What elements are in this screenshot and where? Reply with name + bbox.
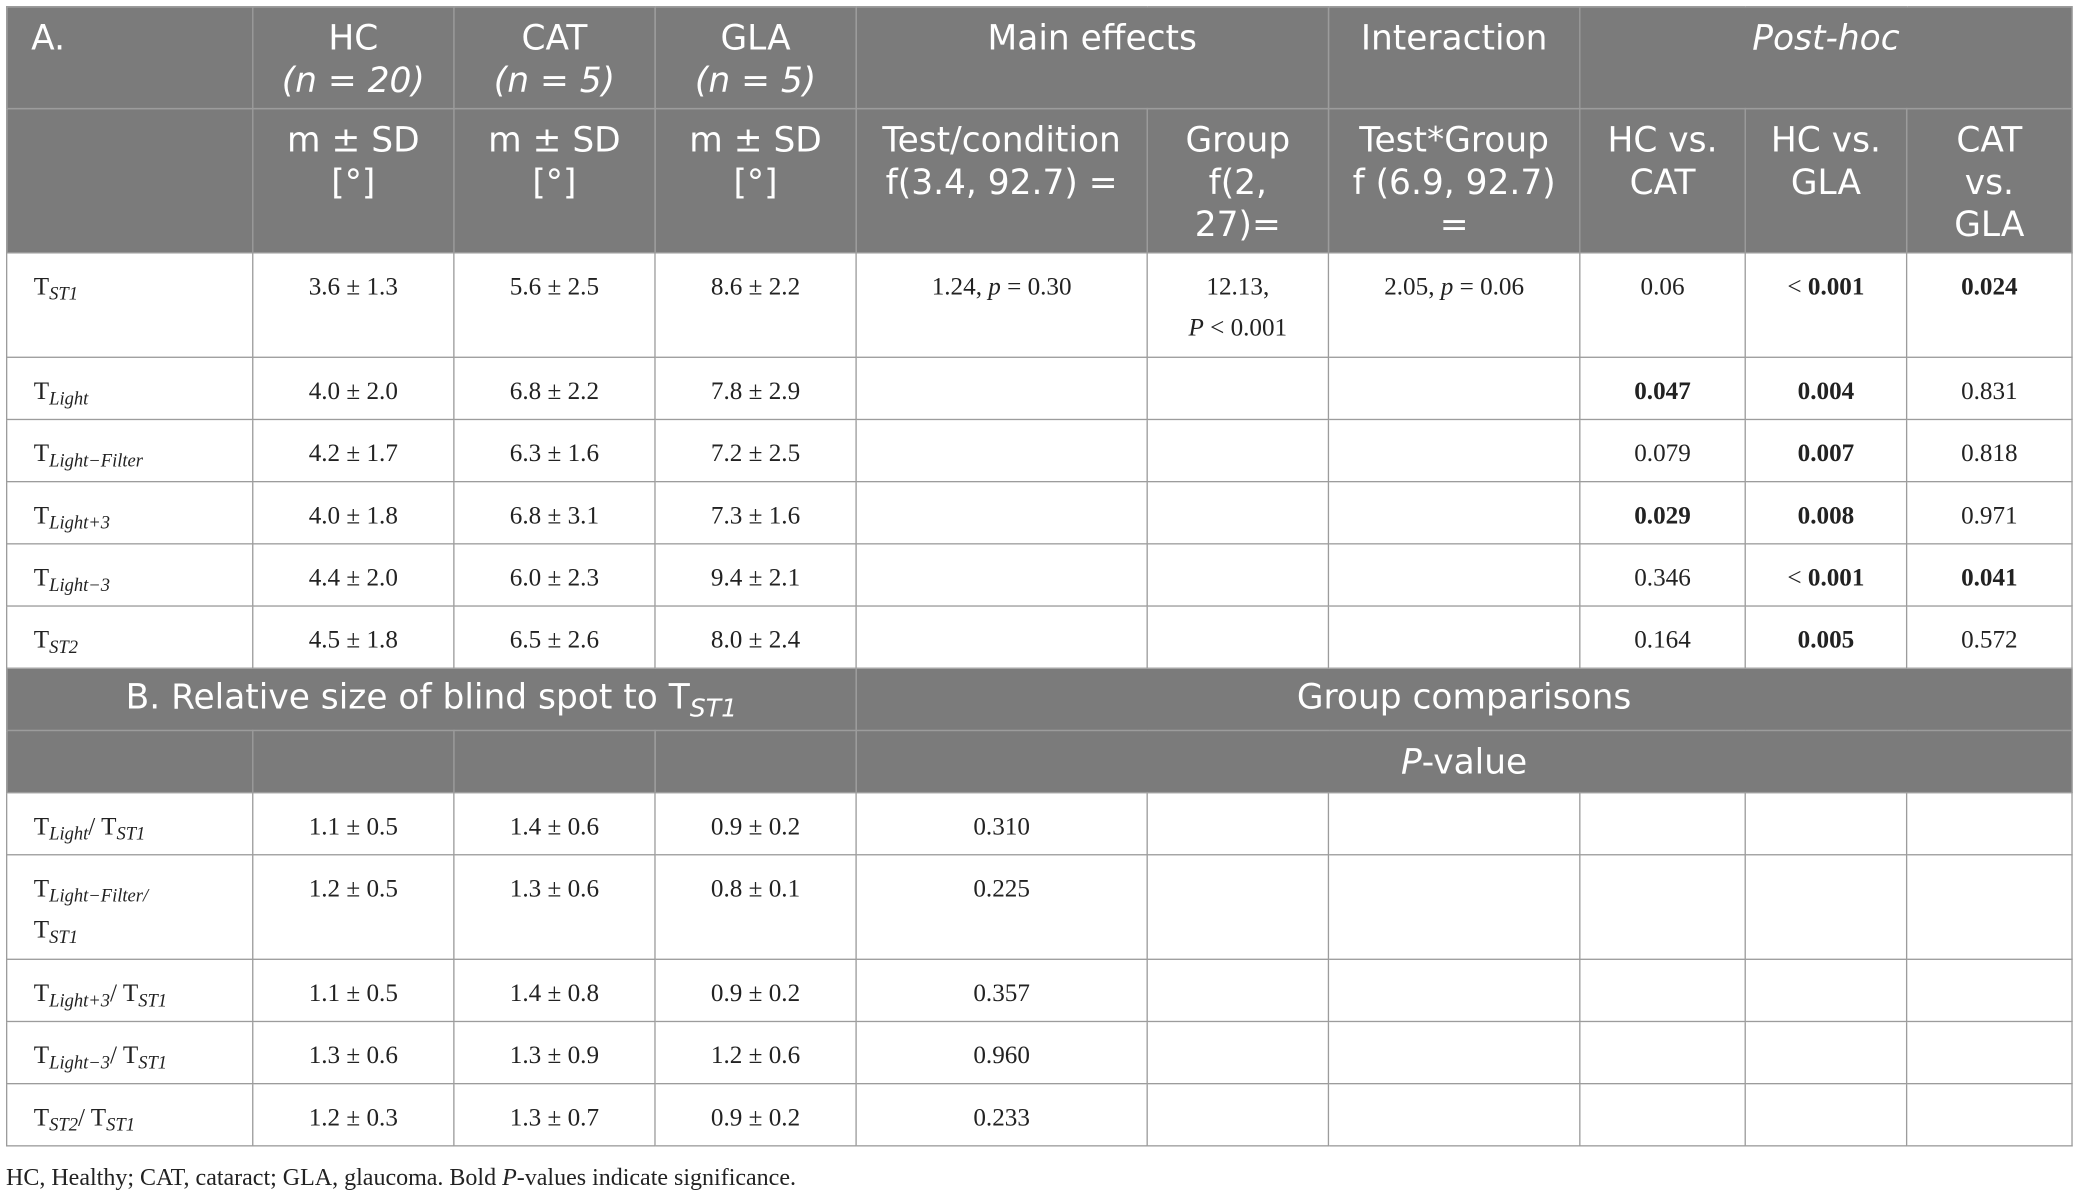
p-value: 0.233 <box>856 1084 1147 1146</box>
section-b-title: B. Relative size of blind spot to $T_{ST1}$ <box>7 668 856 730</box>
empty-cell <box>1580 793 1745 855</box>
empty-cell <box>1328 793 1579 855</box>
empty-cell <box>1907 1084 2072 1146</box>
empty-cell <box>1328 606 1579 668</box>
row-label: $T_{Light-Filter/}$ $T_{ST1}$ <box>7 855 253 960</box>
cat-vs-gla-value: 0.041 <box>1907 544 2072 606</box>
cat-vs-gla-value: 0.572 <box>1907 606 2072 668</box>
group-header: Group f(2, 27)= <box>1147 109 1328 253</box>
posthoc-header: Post-hoc <box>1580 7 2072 109</box>
hc-value: 1.2 ± 0.3 <box>253 1084 454 1146</box>
empty-cell <box>1147 419 1328 481</box>
hc-vs-cat-value: 0.079 <box>1580 419 1745 481</box>
cat-vs-gla-value: 0.831 <box>1907 357 2072 419</box>
col-cat-header: CAT (n = 5) <box>454 7 655 109</box>
gla-msd-header: m ± SD [°] <box>655 109 856 253</box>
gla-value: 0.9 ± 0.2 <box>655 1084 856 1146</box>
cat-value: 5.6 ± 2.5 <box>454 253 655 358</box>
results-table <box>6 6 2073 1147</box>
interaction-value: 2.05, p = 0.06 <box>1328 253 1579 358</box>
hc-value: 3.6 ± 1.3 <box>253 253 454 358</box>
hc-value: 4.2 ± 1.7 <box>253 419 454 481</box>
hc-msd-header: m ± SD [°] <box>253 109 454 253</box>
cat-vs-gla-value: 0.024 <box>1907 253 2072 358</box>
empty-cell <box>1907 1021 2072 1083</box>
empty-cell <box>1328 855 1579 960</box>
empty-header-cell <box>655 730 856 792</box>
table-row <box>7 855 2072 960</box>
group-comparisons-header: Group comparisons <box>856 668 2072 730</box>
gla-value: 0.8 ± 0.1 <box>655 855 856 960</box>
table-row <box>7 959 2072 1021</box>
table-container <box>6 6 2073 1147</box>
cat-value: 6.8 ± 2.2 <box>454 357 655 419</box>
empty-cell <box>1745 1021 1906 1083</box>
hc-vs-gla-value: < 0.001 <box>1745 253 1906 358</box>
hc-value: 4.0 ± 1.8 <box>253 482 454 544</box>
empty-cell <box>856 482 1147 544</box>
row-label: $T_{Light}$ <box>7 357 253 419</box>
row-label: $T_{ST1}$ <box>7 253 253 358</box>
hc-value: 1.1 ± 0.5 <box>253 793 454 855</box>
gla-value: 7.8 ± 2.9 <box>655 357 856 419</box>
row-label: $T_{Light}/$ $T_{ST1}$ <box>7 793 253 855</box>
gla-value: 7.2 ± 2.5 <box>655 419 856 481</box>
table-row <box>7 253 2072 358</box>
hc-value: 4.5 ± 1.8 <box>253 606 454 668</box>
hc-vs-cat-value: 0.06 <box>1580 253 1745 358</box>
cat-vs-gla-value: 0.818 <box>1907 419 2072 481</box>
empty-cell <box>856 419 1147 481</box>
table-row <box>7 1021 2072 1083</box>
gla-value: 0.9 ± 0.2 <box>655 793 856 855</box>
cat-vs-gla-value: 0.971 <box>1907 482 2072 544</box>
empty-cell <box>1745 855 1906 960</box>
cat-value: 1.3 ± 0.7 <box>454 1084 655 1146</box>
table-footnote: HC, Healthy; CAT, cataract; GLA, glaucoma. Bold P-values indicate significance. <box>6 1165 796 1191</box>
p-value: 0.310 <box>856 793 1147 855</box>
empty-cell <box>1580 1084 1745 1146</box>
table-row <box>7 1084 2072 1146</box>
empty-cell <box>1328 1084 1579 1146</box>
hc-vs-gla-value: 0.007 <box>1745 419 1906 481</box>
empty-cell <box>1147 793 1328 855</box>
hc-vs-cat-value: 0.029 <box>1580 482 1745 544</box>
table-row <box>7 419 2072 481</box>
empty-cell <box>1147 544 1328 606</box>
empty-header-cell <box>7 109 253 253</box>
empty-cell <box>1580 959 1745 1021</box>
group-value: 12.13, P < 0.001 <box>1147 253 1328 358</box>
hc-vs-cat-value: 0.164 <box>1580 606 1745 668</box>
empty-header-cell <box>7 730 253 792</box>
empty-cell <box>1745 1084 1906 1146</box>
cat-value: 6.0 ± 2.3 <box>454 544 655 606</box>
hc-vs-gla-value: 0.008 <box>1745 482 1906 544</box>
empty-cell <box>856 544 1147 606</box>
header-row-b <box>7 668 2072 730</box>
gla-value: 9.4 ± 2.1 <box>655 544 856 606</box>
row-label: $T_{Light+3}$ <box>7 482 253 544</box>
test-group-header: Test*Group f (6.9, 92.7) = <box>1328 109 1579 253</box>
empty-cell <box>1147 482 1328 544</box>
p-value: 0.225 <box>856 855 1147 960</box>
table-row <box>7 606 2072 668</box>
hc-vs-gla-value: < 0.001 <box>1745 544 1906 606</box>
hc-vs-gla-value: 0.004 <box>1745 357 1906 419</box>
gla-value: 1.2 ± 0.6 <box>655 1021 856 1083</box>
empty-header-cell <box>454 730 655 792</box>
hc-value: 1.1 ± 0.5 <box>253 959 454 1021</box>
main-effects-header: Main effects <box>856 7 1328 109</box>
p-value: 0.960 <box>856 1021 1147 1083</box>
cat-value: 6.8 ± 3.1 <box>454 482 655 544</box>
empty-cell <box>1328 544 1579 606</box>
table-row <box>7 357 2072 419</box>
test-condition-header: Test/condition f(3.4, 92.7) = <box>856 109 1147 253</box>
p-value-header: P-value <box>856 730 2072 792</box>
hc-vs-gla-value: 0.005 <box>1745 606 1906 668</box>
empty-cell <box>1907 855 2072 960</box>
empty-cell <box>856 357 1147 419</box>
empty-cell <box>1907 959 2072 1021</box>
interaction-header: Interaction <box>1328 7 1579 109</box>
p-value: 0.357 <box>856 959 1147 1021</box>
empty-cell <box>1147 606 1328 668</box>
row-label: $T_{ST2}/$ $T_{ST1}$ <box>7 1084 253 1146</box>
cat-msd-header: m ± SD [°] <box>454 109 655 253</box>
cat-value: 1.4 ± 0.8 <box>454 959 655 1021</box>
empty-cell <box>1328 1021 1579 1083</box>
table-row <box>7 482 2072 544</box>
hc-vs-gla-header: HC vs. GLA <box>1745 109 1906 253</box>
gla-value: 8.6 ± 2.2 <box>655 253 856 358</box>
test-condition-value: 1.24, p = 0.30 <box>856 253 1147 358</box>
gla-value: 7.3 ± 1.6 <box>655 482 856 544</box>
row-label: $T_{Light+3}/$ $T_{ST1}$ <box>7 959 253 1021</box>
table-row <box>7 793 2072 855</box>
cat-value: 1.4 ± 0.6 <box>454 793 655 855</box>
cat-value: 1.3 ± 0.6 <box>454 855 655 960</box>
row-label: $T_{ST2}$ <box>7 606 253 668</box>
subheader-row-b <box>7 730 2072 792</box>
empty-cell <box>1328 419 1579 481</box>
empty-cell <box>1328 357 1579 419</box>
cat-value: 6.5 ± 2.6 <box>454 606 655 668</box>
empty-cell <box>1580 1021 1745 1083</box>
hc-value: 1.3 ± 0.6 <box>253 1021 454 1083</box>
empty-cell <box>1147 855 1328 960</box>
empty-cell <box>1907 793 2072 855</box>
hc-vs-cat-value: 0.346 <box>1580 544 1745 606</box>
header-row-a <box>7 7 2072 109</box>
cat-value: 6.3 ± 1.6 <box>454 419 655 481</box>
row-label: $T_{Light-3}$ <box>7 544 253 606</box>
gla-value: 0.9 ± 0.2 <box>655 959 856 1021</box>
empty-header-cell <box>253 730 454 792</box>
empty-cell <box>856 606 1147 668</box>
hc-value: 1.2 ± 0.5 <box>253 855 454 960</box>
col-gla-header: GLA (n = 5) <box>655 7 856 109</box>
empty-cell <box>1745 793 1906 855</box>
subheader-row <box>7 109 2072 253</box>
empty-cell <box>1147 1084 1328 1146</box>
table-row <box>7 544 2072 606</box>
hc-value: 4.0 ± 2.0 <box>253 357 454 419</box>
row-label: $T_{Light-3}/$ $T_{ST1}$ <box>7 1021 253 1083</box>
hc-vs-cat-header: HC vs. CAT <box>1580 109 1745 253</box>
empty-cell <box>1147 959 1328 1021</box>
gla-value: 8.0 ± 2.4 <box>655 606 856 668</box>
col-hc-header: HC (n = 20) <box>253 7 454 109</box>
empty-cell <box>1745 959 1906 1021</box>
empty-cell <box>1328 959 1579 1021</box>
hc-vs-cat-value: 0.047 <box>1580 357 1745 419</box>
empty-cell <box>1328 482 1579 544</box>
empty-cell <box>1147 357 1328 419</box>
section-a-label: A. <box>7 7 253 109</box>
cat-vs-gla-header: CAT vs. GLA <box>1907 109 2072 253</box>
hc-value: 4.4 ± 2.0 <box>253 544 454 606</box>
row-label: $T_{Light-Filter}$ <box>7 419 253 481</box>
empty-cell <box>1147 1021 1328 1083</box>
cat-value: 1.3 ± 0.9 <box>454 1021 655 1083</box>
empty-cell <box>1580 855 1745 960</box>
